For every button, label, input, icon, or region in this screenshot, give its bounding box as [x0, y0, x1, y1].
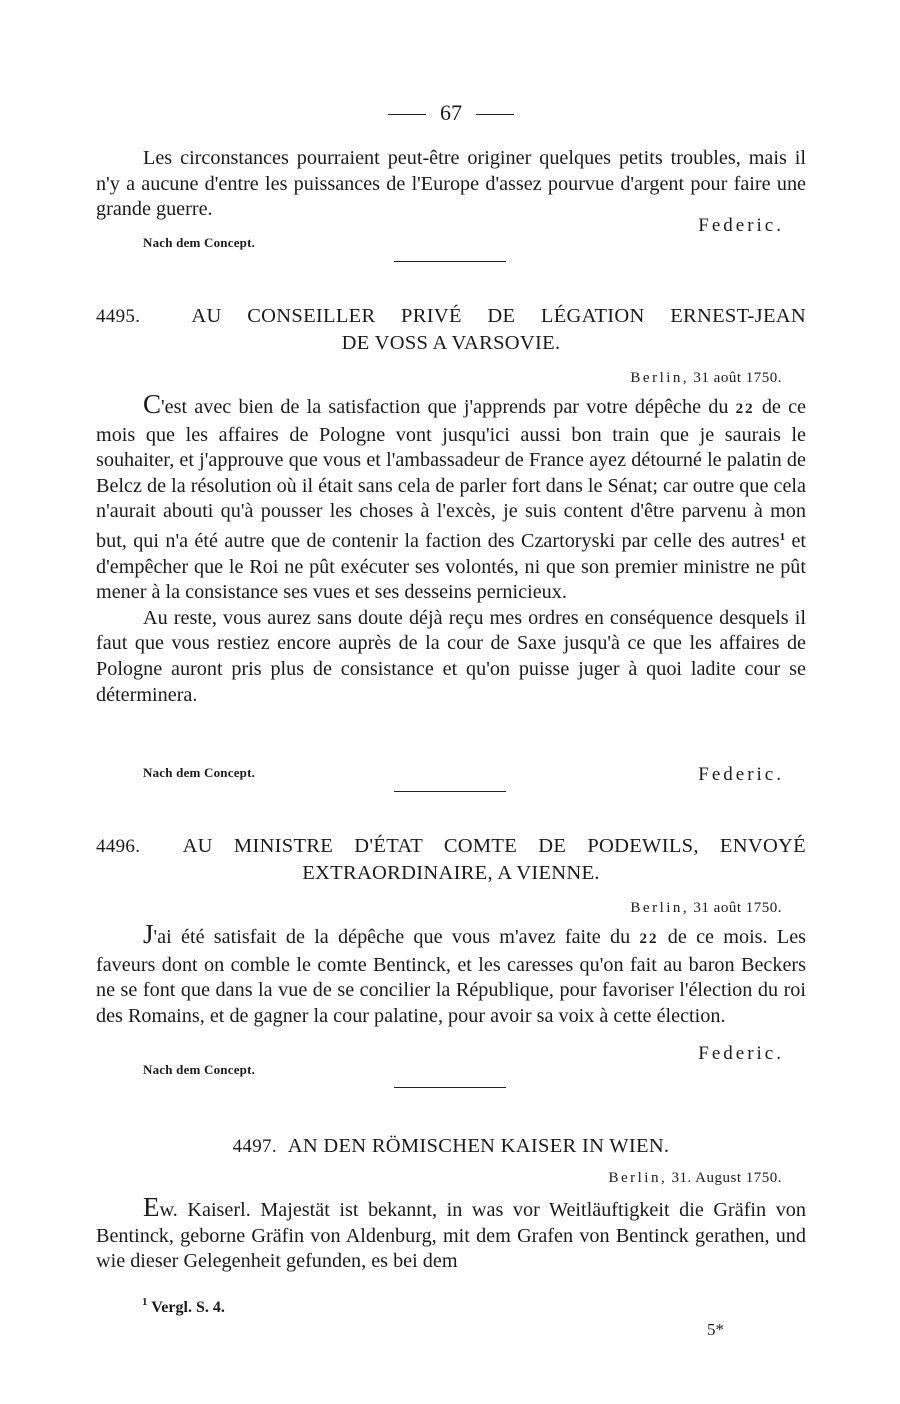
letter-number: 4496.	[96, 836, 141, 857]
prev-letter-source: Nach dem Concept.	[143, 235, 256, 250]
text-run: 'est avec bien de la satisfaction que j'apprends par votre dépêche du	[161, 396, 729, 418]
letter-number: 4497.	[232, 1136, 277, 1157]
paragraph	[96, 919, 807, 1029]
heading-line: AU MINISTRE D'ÉTAT COMTE DE PODEWILS, ENVOYÉ	[182, 835, 806, 857]
dash-right	[476, 114, 514, 115]
signature-mark: 5*	[707, 1320, 724, 1339]
paragraph	[96, 1192, 806, 1275]
letter-number: 4495.	[96, 306, 141, 327]
prev-letter-signature: Federic.	[698, 215, 784, 236]
date-text: 31 août 1750.	[693, 900, 782, 916]
heading-line: EXTRAORDINAIRE, A VIENNE.	[302, 862, 600, 884]
letter-4496-heading	[96, 833, 806, 886]
date-place: Berlin,	[630, 900, 690, 916]
section-divider	[394, 261, 506, 262]
prev-letter-text: Les circonstances pourraient peut-être originer quelques petits troubles, mais il n'y a aucune d'entre les puissances de l'Europe d'assez pourvue d'argent pour faire une grande guerre.	[96, 147, 806, 221]
letter-4497-dateline	[608, 1170, 782, 1187]
text-run: et d'empêcher que le Roi ne pût exécuter ses volontés, ni que son premier ministre ne pût mener à la consistance ses vues et ses desseins pernicieux.	[96, 529, 807, 604]
date-place: Berlin,	[630, 370, 690, 386]
letter-4495-signature: Federic.	[698, 764, 784, 785]
text-run: w. Kaiserl. Majestät ist bekannt, in was vor Weitläuftigkeit die Gräfin von Bentinck, geborne Gräfin von Aldenburg, mit dem Grafen von Bentinck gerathen, und wie dieser Gelegenheit gefunden, es bei dem	[96, 1199, 806, 1273]
footnote-text: Vergl. S. 4.	[151, 1299, 225, 1316]
heading-line: AU CONSEILLER PRIVÉ DE LÉGATION ERNEST-JEAN	[191, 305, 806, 327]
letter-4496-dateline	[630, 900, 782, 917]
letter-4495-body	[96, 389, 807, 708]
day-number: 22	[639, 931, 659, 947]
initial-letter: E	[143, 1192, 160, 1222]
footnote-marker: 1	[142, 1296, 148, 1308]
letter-4495-source: Nach dem Concept.	[143, 765, 256, 780]
initial-letter: C	[143, 389, 162, 419]
day-number: 22	[735, 401, 755, 417]
initial-letter: J	[143, 919, 154, 949]
page-number: 67	[440, 100, 462, 125]
date-text: 31 août 1750.	[693, 370, 782, 386]
date-place: Berlin,	[608, 1170, 668, 1186]
section-divider	[394, 791, 506, 792]
heading-line: DE VOSS A VARSOVIE.	[341, 332, 561, 354]
letter-4496-signature: Federic.	[698, 1043, 784, 1064]
footnote	[142, 1296, 225, 1317]
date-text: 31. August 1750.	[671, 1170, 782, 1186]
letter-4495-dateline	[630, 370, 782, 387]
text-run: de ce mois. Les faveurs dont on comble le comte Bentinck, et les caresses qu'on fait au baron Beckers ne se font que dans la vue de se concilier la République, pour favoriser l'élection du roi des Romains, et de gagner la cour palatine, pour avoir sa voix à cette élection.	[96, 926, 807, 1027]
letter-4497-body	[96, 1192, 806, 1275]
prev-letter-block	[96, 146, 806, 223]
letter-4496-source: Nach dem Concept.	[143, 1062, 256, 1077]
letter-4497-heading	[96, 1133, 806, 1160]
dash-left	[388, 114, 426, 115]
section-divider	[394, 1087, 506, 1088]
paragraph	[96, 389, 807, 606]
text-run: 'ai été satisfait de la dépêche que vous m'avez faite du	[153, 926, 631, 948]
footnote-reference[interactable]: 1	[779, 530, 786, 543]
paragraph: Au reste, vous aurez sans doute déjà reçu mes ordres en conséquence desquels il faut que vous restiez encore auprès de la cour de Saxe jusqu'à ce que les affaires de Pologne auront pris plus de consistance et qu'on puisse juger à quoi ladite cour se déterminera.	[96, 606, 806, 706]
letter-4495-heading	[96, 303, 806, 356]
text-run: de ce mois que les affaires de Pologne vont jusqu'ici aussi bon train que je saurais le souhaiter, et j'approuve que vous et l'ambassadeur de France ayez détourné le palatin de Belcz de la résolution où il était sans cela de parler fort dans le Sénat; car outre que cela n'aurait abouti qu'à pousser les choses à l'excès, je suis content d'être parvenu à mon but, qui n'a été autre que de contenir la faction des Czartoryski par celle des autres	[96, 396, 807, 552]
letter-4496-body	[96, 919, 807, 1029]
page-number-header	[96, 100, 806, 126]
heading-line: AN DEN RÖMISCHEN KAISER IN WIEN.	[287, 1135, 670, 1157]
